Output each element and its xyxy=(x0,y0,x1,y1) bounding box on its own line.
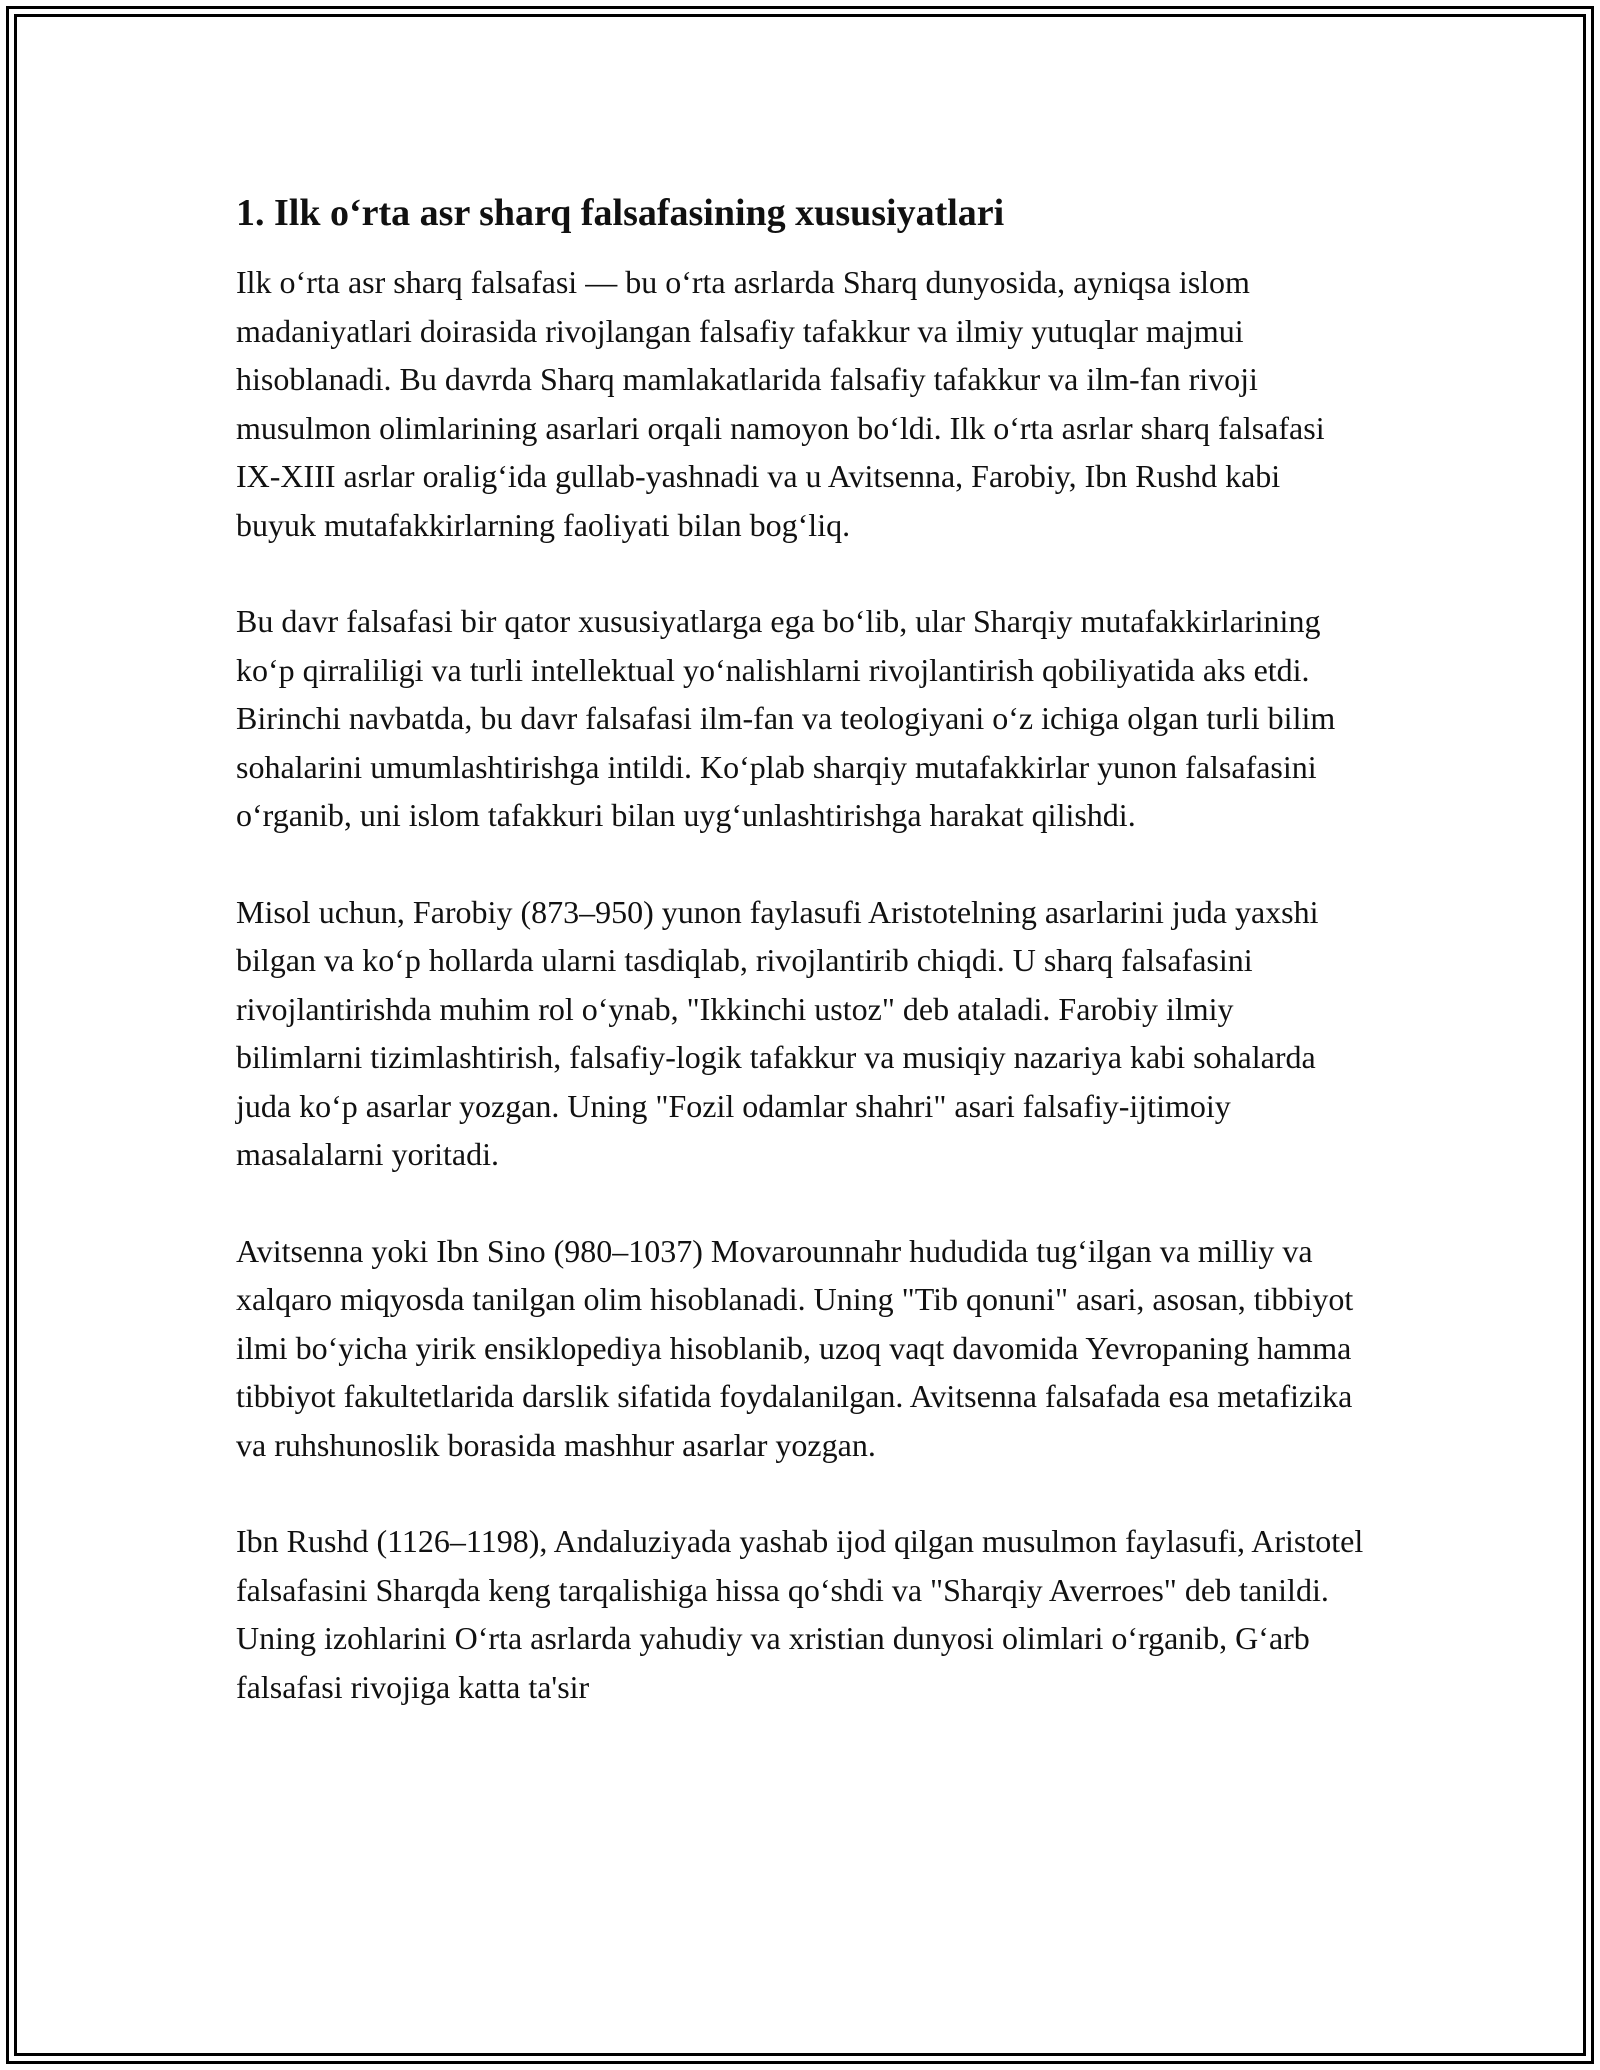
section-heading: 1. Ilk o‘rta asr sharq falsafasining xususiyatlari xyxy=(236,192,1005,234)
paragraph-features: Bu davr falsafasi bir qator xususiyatlarga ega bo‘lib, ular Sharqiy mutafakkirlarining ko‘p qirraliligi va turli intellektual yo‘nalishlarni rivojlantirish qobiliyatida aks etdi. Birinchi navbatda, bu davr falsafasi ilm-fan va teologiyani o‘z ichiga olgan turli bilim sohalarini umumlashtirishga intildi. Ko‘plab sharqiy mutafakkirlar yunon falsafasini o‘rganib, uni islom tafakkuri bilan uyg‘unlashtirishga harakat qilishdi. xyxy=(236,603,1336,833)
paragraph-avitsenna: Avitsenna yoki Ibn Sino (980–1037) Movarounnahr hududida tug‘ilgan va milliy va xalqaro miqyosda tanilgan olim hisoblanadi. Uning "Tib qonuni" asari, asosan, tibbiyot ilmi bo‘yicha yirik ensiklopediya hisoblanib, uzoq vaqt davomida Yevropaning hamma tibbiyot fakultetlarida darslik sifatida foydalanilgan. Avitsenna falsafada esa metafizika va ruhshunoslik borasida mashhur asarlar yozgan. xyxy=(236,1232,1354,1463)
paragraph-farobiy: Misol uchun, Farobiy (873–950) yunon faylasufi Aristotelning asarlarini juda yaxshi bilgan va ko‘p hollarda ularni tasdiqlab, rivojlantirib chiqdi. U sharq falsafasini rivojlantirishda muhim rol o‘ynab, "Ikkinchi ustoz" deb ataladi. Farobiy ilmiy bilimlarni tizimlashtirish, falsafiy-logik tafakkur va musiqiy nazariya kabi sohalarda juda ko‘p asarlar yozgan. Uning "Fozil odamlar shahri" asari falsafiy-ijtimoiy masalalarni yoritadi. xyxy=(236,893,1319,1172)
paragraph-ibn-rushd: Ibn Rushd (1126–1198), Andaluziyada yashab ijod qilgan musulmon faylasufi, Aristotel falsafasini Sharqda keng tarqalishiga hissa qo‘shdi va "Sharqiy Averroes" deb tanildi. Uning izohlarini O‘rta asrlarda yahudiy va xristian dunyosi olimlari o‘rganib, G‘arb falsafasi rivojiga katta ta'sir xyxy=(236,1523,1364,1705)
paragraph-intro: Ilk o‘rta asr sharq falsafasi — bu o‘rta asrlarda Sharq dunyosida, ayniqsa islom madaniyatlari doirasida rivojlangan falsafiy tafakkur va ilmiy yutuqlar majmui hisoblanadi. Bu davrda Sharq mamlakatlarida falsafiy tafakkur va ilm-fan rivoji musulmon olimlarining asarlari orqali namoyon bo‘ldi. Ilk o‘rta asrlar sharq falsafasi IX-XIII asrlar oralig‘ida gullab-yashnadi va u Avitsenna, Farobiy, Ibn Rushd kabi buyuk mutafakkirlarning faoliyati bilan bog‘liq. xyxy=(236,264,1325,543)
document-body xyxy=(236,186,1366,1759)
